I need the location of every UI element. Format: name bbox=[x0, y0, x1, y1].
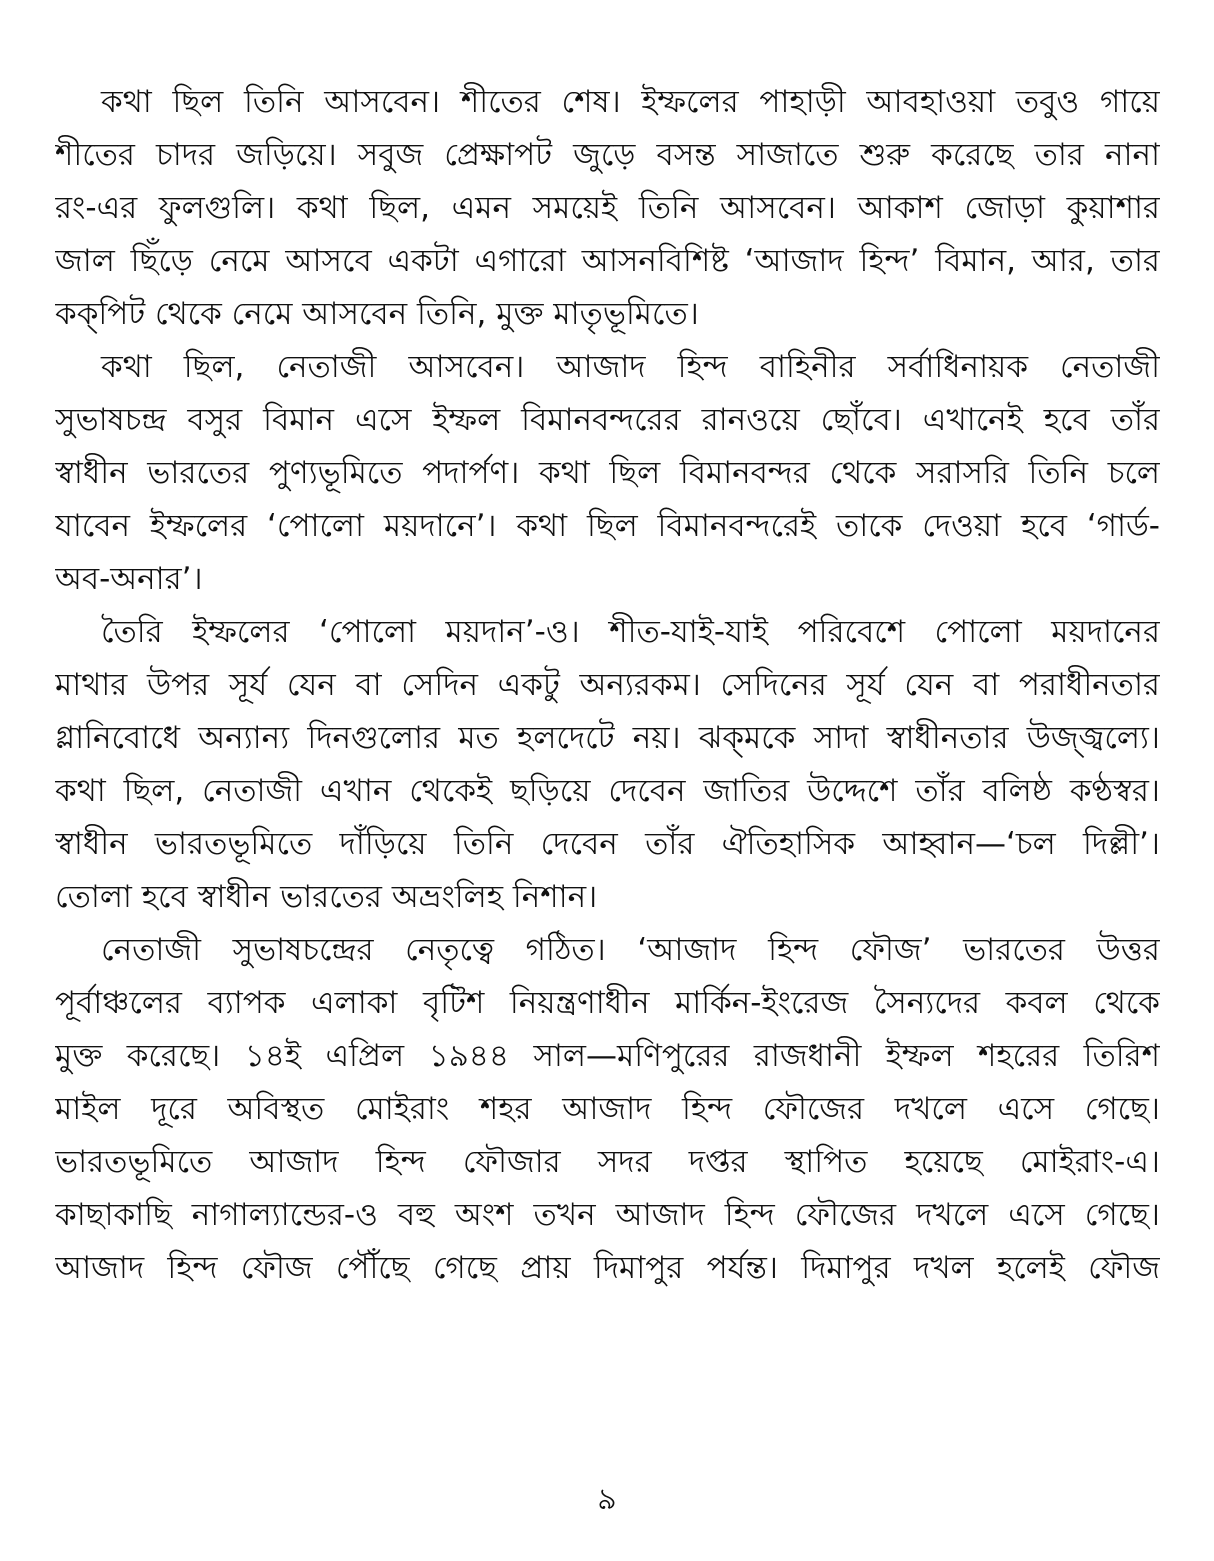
text-line: তৈরি ইম্ফলের ‘পোলো ময়দান’-ও। শীত-যাই-যাই পরিবেশে পোলো ময়দানের bbox=[101, 614, 1160, 650]
text-line: কথা ছিল, নেতাজী আসবেন। আজাদ হিন্দ বাহিনীর সর্বাধিনায়ক নেতাজী bbox=[101, 349, 1160, 385]
text-line: সুভাষচন্দ্র বসুর বিমান এসে ইম্ফল বিমানবন্দরের রানওয়ে ছোঁবে। এখানেই হবে তাঁর bbox=[55, 402, 1160, 438]
paragraph-2 bbox=[55, 341, 1160, 606]
text-line: শীতের চাদর জড়িয়ে। সবুজ প্রেক্ষাপট জুড়ে বসন্ত সাজাতে শুরু করেছে তার নানা bbox=[55, 137, 1160, 173]
text-line: কাছাকাছি নাগাল্যান্ডের-ও বহু অংশ তখন আজাদ হিন্দ ফৌজের দখলে এসে গেছে। bbox=[55, 1197, 1160, 1233]
text-line: মুক্ত করেছে। ১৪ই এপ্রিল ১৯৪৪ সাল—মণিপুরের রাজধানী ইম্ফল শহরের তিরিশ bbox=[55, 1038, 1160, 1074]
text-line: কথা ছিল, নেতাজী এখান থেকেই ছড়িয়ে দেবেন জাতির উদ্দেশে তাঁর বলিষ্ঠ কণ্ঠস্বর। bbox=[55, 773, 1160, 809]
text-line: রং-এর ফুলগুলি। কথা ছিল, এমন সময়েই তিনি আসবেন। আকাশ জোড়া কুয়াশার bbox=[55, 190, 1160, 226]
text-line: যাবেন ইম্ফলের ‘পোলো ময়দানে’। কথা ছিল বিমানবন্দরেই তাকে দেওয়া হবে ‘গার্ড- bbox=[55, 508, 1160, 544]
paragraph-3 bbox=[55, 606, 1160, 924]
paragraph-1 bbox=[55, 76, 1160, 341]
paragraph-4 bbox=[55, 924, 1160, 1295]
text-line: নেতাজী সুভাষচন্দ্রের নেতৃত্বে গঠিত। ‘আজাদ হিন্দ ফৌজ’ ভারতের উত্তর bbox=[101, 932, 1160, 968]
text-line: কক্‌পিট থেকে নেমে আসবেন তিনি, মুক্ত মাতৃভূমিতে। bbox=[55, 296, 699, 332]
text-line: আজাদ হিন্দ ফৌজ পৌঁছে গেছে প্রায় দিমাপুর পর্যন্ত। দিমাপুর দখল হলেই ফৌজ bbox=[55, 1250, 1160, 1286]
text-line: স্বাধীন ভারতভূমিতে দাঁড়িয়ে তিনি দেবেন তাঁর ঐতিহাসিক আহ্বান—‘চল দিল্লী’। bbox=[55, 826, 1160, 862]
text-line: মাথার উপর সূর্য যেন বা সেদিন একটু অন্যরকম। সেদিনের সূর্য যেন বা পরাধীনতার bbox=[55, 667, 1160, 703]
page-body bbox=[55, 76, 1160, 1295]
text-line: মাইল দূরে অবিস্থত মোইরাং শহর আজাদ হিন্দ ফৌজের দখলে এসে গেছে। bbox=[55, 1091, 1160, 1127]
text-line: ভারতভূমিতে আজাদ হিন্দ ফৌজার সদর দপ্তর স্থাপিত হয়েছে মোইরাং-এ। bbox=[55, 1144, 1160, 1180]
text-line: অব-অনার’। bbox=[55, 561, 203, 597]
page-number: ৯ bbox=[597, 1482, 617, 1517]
text-line: পূর্বাঞ্চলের ব্যাপক এলাকা বৃটিশ নিয়ন্ত্রণাধীন মার্কিন-ইংরেজ সৈন্যদের কবল থেকে bbox=[55, 985, 1160, 1021]
text-line: স্বাধীন ভারতের পুণ্যভূমিতে পদার্পণ। কথা ছিল বিমানবন্দর থেকে সরাসরি তিনি চলে bbox=[55, 455, 1160, 491]
text-line: জাল ছিঁড়ে নেমে আসবে একটা এগারো আসনবিশিষ্ট ‘আজাদ হিন্দ’ বিমান, আর, তার bbox=[55, 243, 1160, 279]
text-line: গ্লানিবোধে অন্যান্য দিনগুলোর মত হলদেটে নয়। ঝক্‌মকে সাদা স্বাধীনতার উজ্জ্বল্যে। bbox=[55, 720, 1160, 756]
text-line: কথা ছিল তিনি আসবেন। শীতের শেষ। ইম্ফলের পাহাড়ী আবহাওয়া তবুও গায়ে bbox=[101, 84, 1160, 120]
text-line: তোলা হবে স্বাধীন ভারতের অভ্রংলিহ নিশান। bbox=[55, 879, 598, 915]
